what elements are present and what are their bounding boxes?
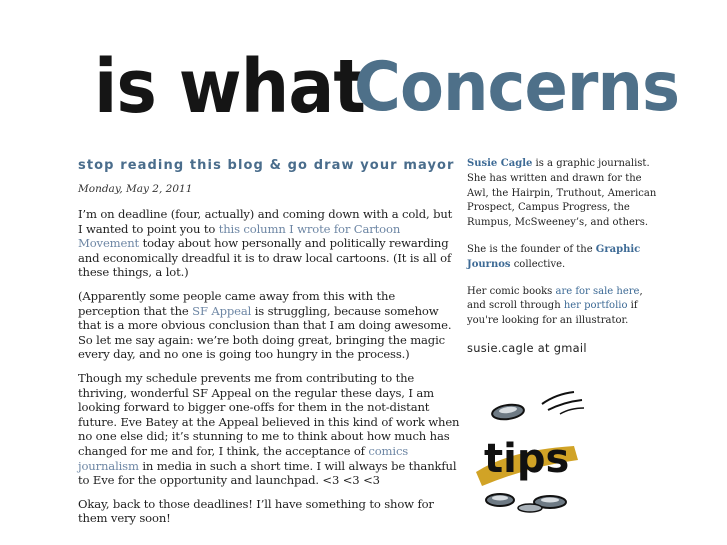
logo-text-is-what: is what xyxy=(94,44,365,130)
post-paragraph-2: (Apparently some people came away from this with the perception that the SF Appeal is struggling, because somehow that is a more obvious conclusion than that I am doing awesome. So let me say again: we’re both doing great, bringing the magic every day, and no one is going too hungry in the process.) xyxy=(78,288,452,362)
sidebar-bio: Susie Cagle is a graphic journalist. She has written and drawn for the Awl, the Hairpin, Truthout, American Prospect, Campus Progress, the Rumpus, McSweeney’s, and others. xyxy=(467,158,657,229)
post-paragraph-3: Though my schedule prevents me from contributing to the thriving, wonderful SF Appeal on the regular these days, I am looking forward to bigger one-offs for them in the not-distant future. Eve Batey at the Appeal believed in this kind of work when no one else did; it’s stunning to me to think about how much has changed for me and for, I think, the acceptance of comics journalism in media in such a short time. I will always be thankful to Eve for the opportunity and launchpad. <3 <3 <3 xyxy=(78,370,460,488)
tip-jar-drawing-icon xyxy=(470,388,600,518)
sf-appeal-link[interactable]: SF Appeal xyxy=(192,303,252,318)
graphic-journos-link[interactable]: Graphic Journos xyxy=(467,243,641,270)
cartoon-movement-column-link[interactable]: this column I wrote for Cartoon Movement xyxy=(78,221,401,251)
comic-books-sale-link[interactable]: are for sale here xyxy=(555,285,640,297)
post-paragraph-1: I’m on deadline (four, actually) and coming down with a cold, but I wanted to point you to this column I wrote for Cartoon Movement today about how personally and politically rewarding and economically dreadful it is to draw local cartoons. (It is all of these things, a lot.) xyxy=(78,207,453,280)
sidebar xyxy=(467,157,663,356)
post-date: Monday, May 2, 2011 xyxy=(78,183,193,195)
sidebar-founder: She is the founder of the Graphic Journos collective. xyxy=(467,243,641,270)
sidebar-books: Her comic books are for sale here, and scroll through her portfolio if you're looking for an illustrator. xyxy=(467,285,643,327)
post-title[interactable]: stop reading this blog & go draw your mayor xyxy=(78,158,455,173)
logo-text-concerns: Concerns xyxy=(354,48,680,127)
comics-journalism-link[interactable]: comics journalism xyxy=(78,443,409,473)
tips-button[interactable] xyxy=(470,388,600,518)
portfolio-link[interactable]: her portfolio xyxy=(563,300,628,312)
blog-post xyxy=(78,158,460,535)
post-body xyxy=(78,207,460,526)
tips-text: tips xyxy=(484,436,570,482)
site-logo[interactable] xyxy=(92,36,680,134)
post-paragraph-4: Okay, back to those deadlines! I’ll have something to show for them very soon! xyxy=(78,496,434,526)
contact-email: susie.cagle at gmail xyxy=(467,340,587,355)
susie-cagle-link[interactable]: Susie Cagle xyxy=(467,158,533,169)
